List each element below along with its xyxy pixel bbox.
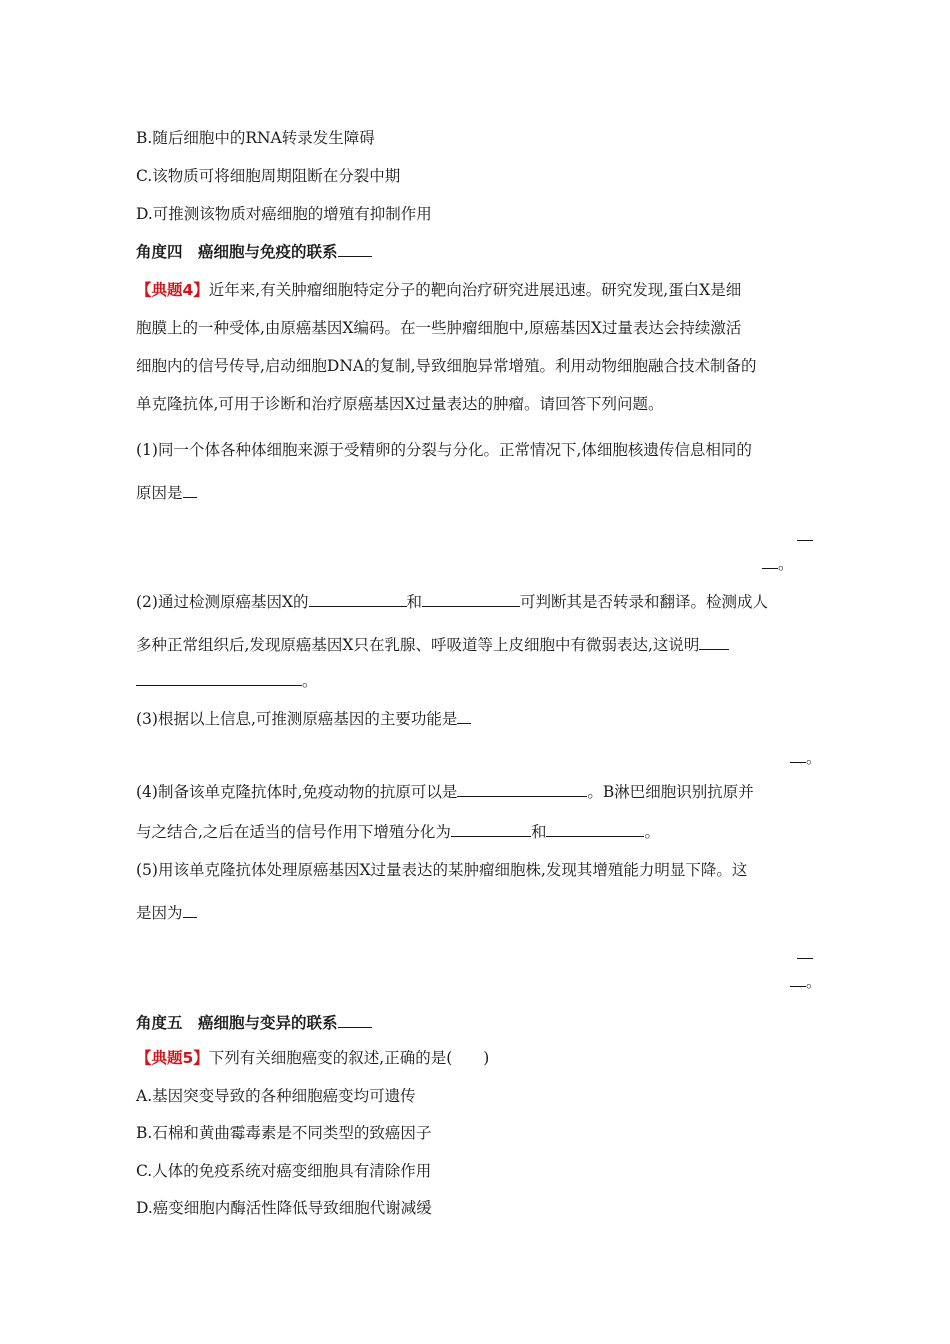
question4-line1: (4)制备该单克隆抗体时,免疫动物的抗原可以是 。B淋巴细胞识别抗原并 [136,783,754,801]
section-heading-angle4: 角度四 癌细胞与免疫的联系 [136,242,372,262]
question2-line1: (2)通过检测原癌基因X的 和 可判断其是否转录和翻译。检测成人 [136,593,769,611]
example4-line1: 【典题4】近年来,有关肿瘤细胞特定分子的靶向治疗研究进展迅速。研究发现,蛋白X是细 [136,281,742,299]
option-b-previous: B.随后细胞中的RNA转录发生障碍 [136,129,375,147]
option-d-previous: D.可推测该物质对癌细胞的增殖有抑制作用 [136,205,432,223]
question4-line2: 与之结合,之后在适当的信号作用下增殖分化为 和 。 [136,823,660,841]
option-c: C.人体的免疫系统对癌变细胞具有清除作用 [136,1162,432,1180]
answer-blank-q5-end: 。 [790,972,822,992]
section-heading-angle5: 角度五 癌细胞与变异的联系 [136,1013,372,1033]
question5-line2: 是因为 [136,903,197,923]
example4-tag: 【典题4】 [136,281,209,299]
answer-blank-q3-end: 。 [790,748,822,768]
question2-line3: 。 [136,671,318,691]
example4-line4: 单克隆抗体,可用于诊断和治疗原癌基因X过量表达的肿瘤。请回答下列问题。 [136,395,664,413]
question5-line1: (5)用该单克隆抗体处理原癌基因X过量表达的某肿瘤细胞株,发现其增殖能力明显下降。这 [136,861,748,879]
example4-line2: 胞膜上的一种受体,由原癌基因X编码。在一些肿瘤细胞中,原癌基因X过量表达会持续激活 [136,319,742,337]
answer-blank-q1-end: 。 [762,554,794,574]
example5-question: 【典题5】下列有关细胞癌变的叙述,正确的是( ) [136,1049,490,1067]
option-b: B.石棉和黄曲霉毒素是不同类型的致癌因子 [136,1124,432,1142]
answer-blank-q5-tail [797,944,813,964]
option-a: A.基因突变导致的各种细胞癌变均可遗传 [136,1087,416,1105]
question2-line2: 多种正常组织后,发现原癌基因X只在乳腺、呼吸道等上皮细胞中有微弱表达,这说明 [136,635,729,655]
option-d: D.癌变细胞内酶活性降低导致细胞代谢减缓 [136,1199,432,1217]
question1-line2: 原因是 [136,483,197,503]
question1-line1: (1)同一个体各种体细胞来源于受精卵的分裂与分化。正常情况下,体细胞核遗传信息相同的 [136,441,752,459]
example5-tag: 【典题5】 [136,1049,209,1067]
option-c-previous: C.该物质可将细胞周期阻断在分裂中期 [136,167,401,185]
answer-blank-q1-tail [797,526,813,546]
example4-line3: 细胞内的信号传导,启动细胞DNA的复制,导致细胞异常增殖。利用动物细胞融合技术制备的 [136,357,757,375]
question3-line: (3)根据以上信息,可推测原癌基因的主要功能是 [136,709,471,729]
